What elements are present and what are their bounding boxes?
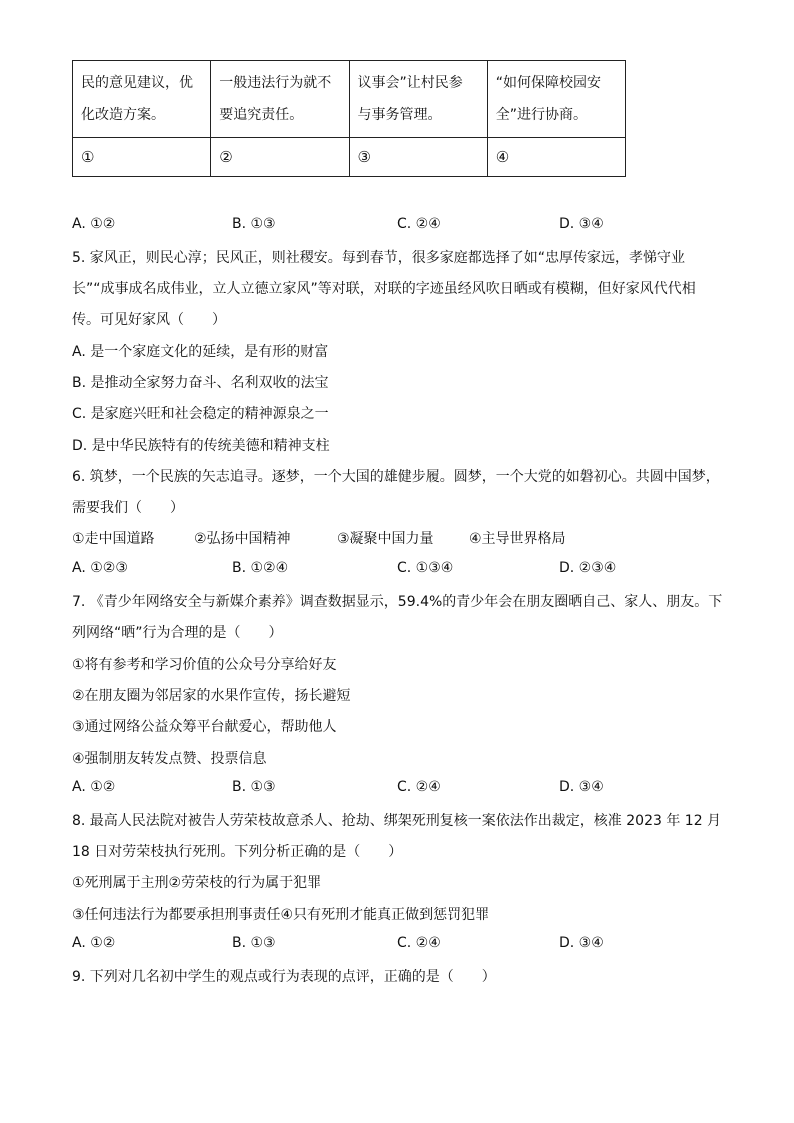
q7-item-4: ④强制朋友转发点赞、投票信息 [72,751,267,767]
q7-stem-line-1: 7. 《青少年网络安全与新媒介素养》调查数据显示，59.4%的青少年会在朋友圈晒自己、家人、朋友。下 [72,594,723,610]
q5-stem-line-1: 5. 家风正，则民心淳；民风正，则社稷安。每到春节，很多家庭都选择了如“忠厚传家远，孝悌守业 [72,250,686,266]
table-number-2: ② [211,138,349,177]
q4-option-a[interactable]: A. ①② [72,216,116,232]
q4-option-c[interactable]: C. ②④ [397,216,441,232]
cell-text: 全”进行协商。 [495,107,588,123]
table-number-3: ③ [349,138,487,177]
q5-stem-line-3: 传。可见好家风（ ） [72,312,226,328]
cell-text: 与事务管理。 [357,107,442,123]
table-cell-4 [487,61,625,138]
q7-option-b[interactable]: B. ①③ [232,779,276,795]
q8-option-a[interactable]: A. ①② [72,935,116,951]
q7-stem-line-2: 列网络“晒”行为合理的是（ ） [72,625,283,641]
q8-stem-line-1: 8. 最高人民法院对被告人劳荣枝故意杀人、抢劫、绑架死刑复核一案依法作出裁定，核准 2023 年 12 月 [72,813,722,829]
table-text-row [73,61,626,138]
q7-item-3: ③通过网络公益众筹平台献爱心，帮助他人 [72,719,337,735]
q7-item-2: ②在朋友圈为邻居家的水果作宣传，扬长避短 [72,688,351,704]
q6-item-4: ④主导世界格局 [469,531,566,547]
q5-option-c[interactable]: C. 是家庭兴旺和社会稳定的精神源泉之一 [72,406,329,422]
q6-option-a[interactable]: A. ①②③ [72,560,128,576]
q8-stem-line-2: 18 日对劳荣枝执行死刑。下列分析正确的是（ ） [72,844,403,860]
cell-text: 民的意见建议，优 [81,75,193,91]
q5-option-a[interactable]: A. 是一个家庭文化的延续，是有形的财富 [72,344,329,360]
table-number-1: ① [73,138,211,177]
table-cell-1 [73,61,211,138]
q8-item-2: ③任何违法行为都要承担刑事责任④只有死刑才能真正做到惩罚犯罪 [72,907,490,923]
q8-item-1: ①死刑属于主刑②劳荣枝的行为属于犯罪 [72,875,322,891]
q4-option-d[interactable]: D. ③④ [559,216,604,232]
q4-option-b[interactable]: B. ①③ [232,216,276,232]
q6-option-d[interactable]: D. ②③④ [559,560,617,576]
q8-option-c[interactable]: C. ②④ [397,935,441,951]
table-number-4: ④ [487,138,625,177]
q5-option-d[interactable]: D. 是中华民族特有的传统美德和精神支柱 [72,438,330,454]
q6-stem-line-1: 6. 筑梦，一个民族的矢志追寻。逐梦，一个大国的雄健步履。圆梦，一个大党的如磐初心。共圆中国梦， [72,469,720,485]
q7-option-d[interactable]: D. ③④ [559,779,604,795]
table-number-row [73,138,626,177]
cell-text: 议事会”让村民参 [357,75,463,91]
q7-item-1: ①将有参考和学习价值的公众号分享给好友 [72,657,337,673]
q6-option-c[interactable]: C. ①③④ [397,560,454,576]
q6-stem-line-2: 需要我们（ ） [72,500,184,516]
q5-option-b[interactable]: B. 是推动全家努力奋斗、名利双收的法宝 [72,375,329,391]
cell-text: 要追究责任。 [219,107,304,123]
cell-text: 化改造方案。 [81,107,165,123]
cell-text: 一般违法行为就不 [219,75,332,91]
q6-option-b[interactable]: B. ①②④ [232,560,289,576]
q6-item-1: ①走中国道路 [72,531,155,547]
q5-stem-line-2: 长”“成事成名成伟业，立人立德立家风”等对联，对联的字迹虽经风吹日晒或有模糊，但好家风代代相 [72,281,696,297]
options-table [72,60,626,177]
q7-option-a[interactable]: A. ①② [72,779,116,795]
cell-text: “如何保障校园安 [495,75,602,91]
q8-option-b[interactable]: B. ①③ [232,935,276,951]
table-cell-3 [349,61,487,138]
q6-item-2: ②弘扬中国精神 [194,531,291,547]
q8-option-d[interactable]: D. ③④ [559,935,604,951]
q6-item-3: ③凝聚中国力量 [337,531,434,547]
q7-option-c[interactable]: C. ②④ [397,779,441,795]
q9-stem-line-1: 9. 下列对几名初中学生的观点或行为表现的点评，正确的是（ ） [72,969,496,985]
table-cell-2 [211,61,349,138]
